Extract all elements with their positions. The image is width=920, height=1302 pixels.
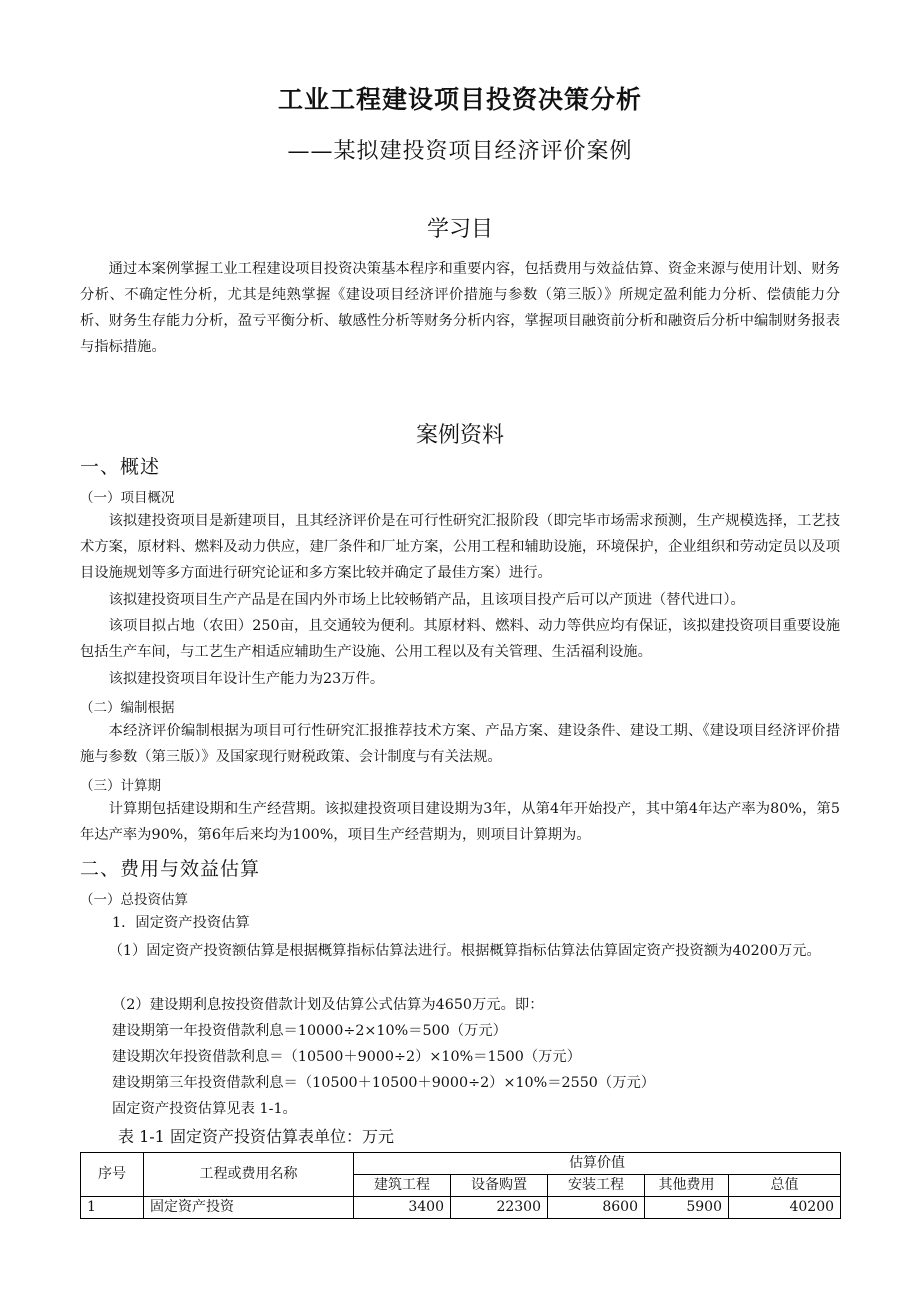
header-installation: 安装工程 — [548, 1175, 645, 1197]
learning-heading: 学习目 — [426, 217, 493, 242]
fixed-asset-estimate-table — [80, 1152, 841, 1219]
paragraph-product-market: 该拟建投资项目生产产品是在国内外市场上比较畅销产品，且该项目投产后可以产顶进（替代进口）。 — [108, 592, 745, 608]
header-estimated-value: 估算价值 — [354, 1153, 841, 1175]
section-heading-cost-benefit: 二、费用与效益估算 — [80, 858, 261, 880]
subheading-basis: （二）编制根据 — [80, 700, 175, 716]
paragraph-project-description: 该拟建投资项目是新建项目，且其经济评价是在可行性研究汇报阶段（即完毕市场需求预测，生产规模选择，工艺技术方案，原材料、燃料及动力供应，建厂条件和厂址方案，公用工程和辅助设施，环境保护，企业组织和劳动定员以及项目设施规划等多方面进行研究论证和多方案比较并确定了最佳方案）进行。 — [80, 513, 840, 581]
cell-equipment: 22300 — [451, 1197, 548, 1219]
formula-year1-interest: 建设期第一年投资借款利息＝10000÷2×10%＝500（万元） — [112, 1023, 507, 1039]
header-construction: 建筑工程 — [354, 1175, 451, 1197]
paragraph-calculation-period: 计算期包括建设期和生产经营期。该拟建投资项目建设期为3年，从第4年开始投产，其中第4年达产率为80%，第5年达产率为90%，第6年后来均为100%，项目生产经营期为，则项目计算期为。 — [80, 801, 840, 843]
header-other-costs: 其他费用 — [645, 1175, 729, 1197]
subheading-project-overview: （一）项目概况 — [80, 490, 175, 506]
cell-construction: 3400 — [354, 1197, 451, 1219]
table-reference: 固定资产投资估算见表 1-1。 — [112, 1101, 297, 1117]
header-total: 总值 — [729, 1175, 841, 1197]
paragraph-capacity: 该拟建投资项目年设计生产能力为23万件。 — [108, 671, 385, 687]
cell-other-costs: 5900 — [645, 1197, 729, 1219]
cell-total: 40200 — [729, 1197, 841, 1219]
case-heading: 案例资料 — [415, 423, 504, 448]
table-caption: 表 1-1 固定资产投资估算表单位：万元 — [118, 1127, 394, 1146]
paragraph-interest-intro: （2）建设期利息按投资借款计划及估算公式估算为4650万元。即： — [112, 997, 544, 1013]
paragraph-site-facilities: 该项目拟占地（农田）250亩，且交通较为便利。其原材料、燃料、动力等供应均有保证，该拟建投资项目重要设施包括生产车间，与工艺生产相适应辅助生产设施、公用工程以及有关管理、生活福利设施。 — [80, 618, 840, 660]
table-header-row — [81, 1153, 841, 1175]
cell-serial-number: 1 — [81, 1197, 144, 1219]
formula-year2-interest: 建设期次年投资借款利息＝（10500＋9000÷2）×10%＝1500（万元） — [112, 1049, 582, 1065]
cell-installation: 8600 — [548, 1197, 645, 1219]
header-equipment: 设备购置 — [451, 1175, 548, 1197]
document-subtitle: ——某拟建投资项目经济评价案例 — [287, 139, 633, 164]
formula-year3-interest: 建设期第三年投资借款利息＝（10500＋10500＋9000÷2）×10%＝2550（万元） — [112, 1075, 656, 1091]
header-item-name: 工程或费用名称 — [144, 1153, 354, 1197]
paragraph-fixed-asset-amount: （1）固定资产投资额估算是根据概算指标估算法进行。根据概算指标估算法估算固定资产投资额为40200万元。 — [108, 943, 821, 959]
header-serial-number: 序号 — [81, 1153, 144, 1197]
subheading-calculation-period: （三）计算期 — [80, 778, 161, 794]
subheading-total-investment: （一）总投资估算 — [80, 892, 188, 908]
cell-item-name: 固定资产投资 — [144, 1197, 354, 1219]
learning-paragraph: 通过本案例掌握工业工程建设项目投资决策基本程序和重要内容，包括费用与效益估算、资金来源与使用计划、财务分析、不确定性分析，尤其是纯熟掌握《建设项目经济评价措施与参数（第三版）》所规定盈利能力分析、偿债能力分析、财务生存能力分析，盈亏平衡分析、敏感性分析等财务分析内容，掌握项目融资前分析和融资后分析中编制财务报表与指标措施。 — [80, 261, 840, 355]
table-row — [81, 1197, 841, 1219]
section-heading-overview: 一、概述 — [80, 456, 161, 478]
item-fixed-asset-estimate: 1．固定资产投资估算 — [112, 915, 250, 931]
paragraph-basis: 本经济评价编制根据为项目可行性研究汇报推荐技术方案、产品方案、建设条件、建设工期、《建设项目经济评价措施与参数（第三版）》及国家现行财税政策、会计制度与有关法规。 — [80, 723, 840, 765]
document-title: 工业工程建设项目投资决策分析 — [277, 85, 642, 114]
